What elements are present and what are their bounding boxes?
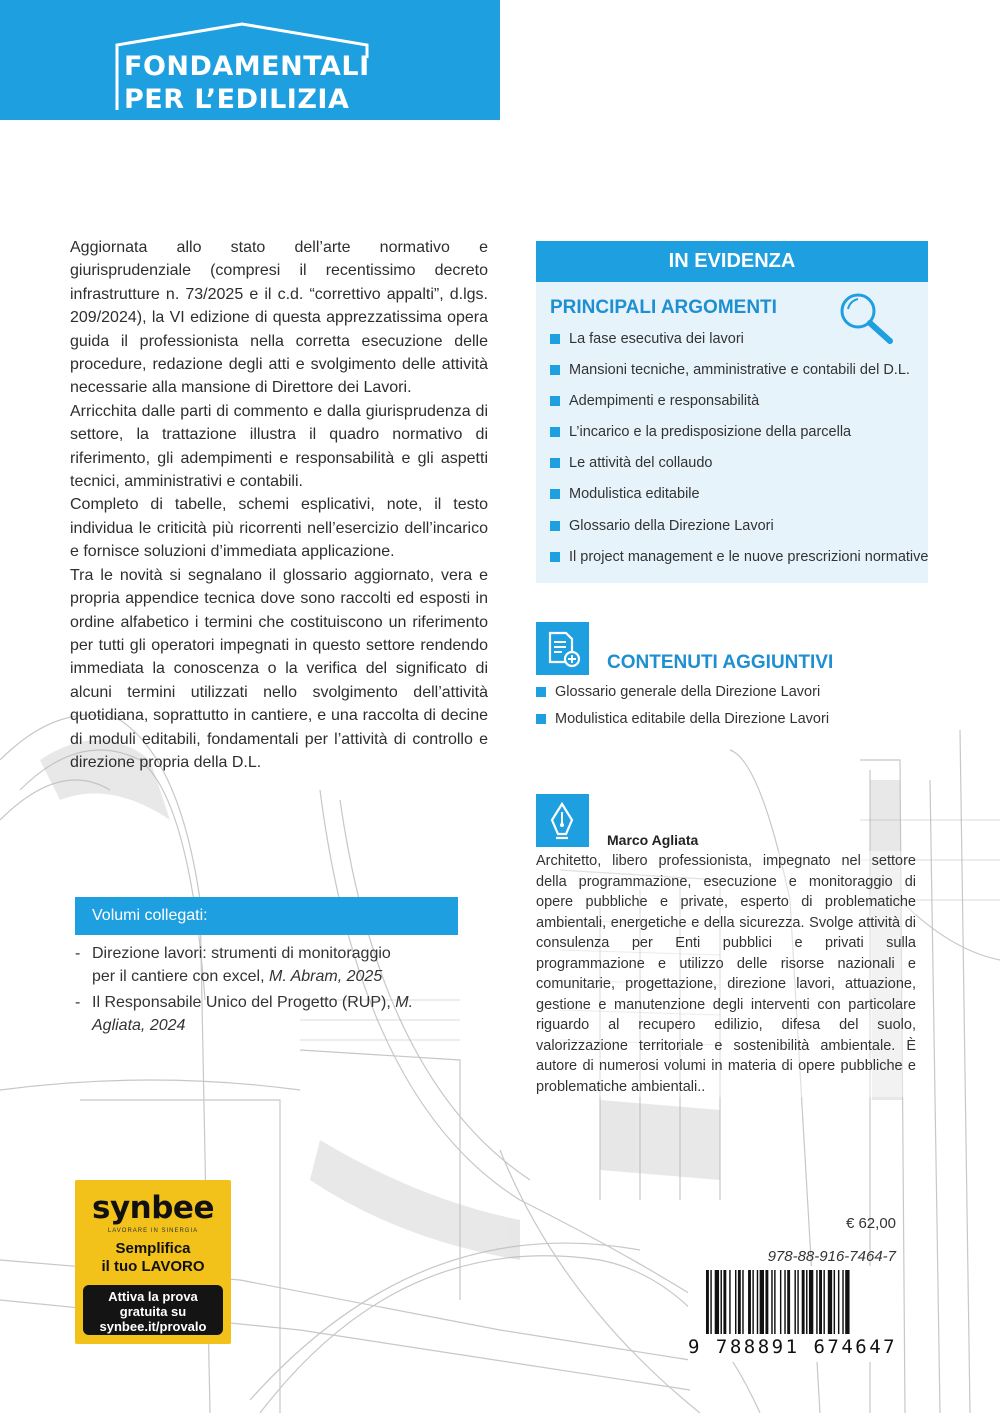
- barcode-bar: [819, 1270, 822, 1334]
- related-volume-author: M. Agliata, 2024: [92, 994, 414, 1034]
- barcode-bar: [809, 1270, 813, 1334]
- series-header: [0, 0, 500, 120]
- series-title-line1: FONDAMENTALI: [124, 51, 370, 82]
- related-volumes-list: [75, 942, 415, 1040]
- list-item: [550, 486, 928, 517]
- barcode-bar: [723, 1270, 726, 1334]
- barcode-bar: [706, 1270, 709, 1334]
- additional-contents-title: CONTENUTI AGGIUNTIVI: [607, 652, 834, 673]
- barcode-bar: [797, 1270, 798, 1334]
- main-topics-title: PRINCIPALI ARGOMENTI: [550, 297, 777, 318]
- synbee-headline-text: il tuo: [101, 1258, 142, 1275]
- square-bullet-icon: [550, 458, 560, 468]
- square-bullet-icon: [536, 687, 546, 697]
- synbee-headline-line2: [75, 1258, 231, 1276]
- synbee-cta-line1: Attiva la prova: [108, 1289, 198, 1304]
- dash-bullet: -: [75, 945, 81, 962]
- list-item: [75, 991, 415, 1037]
- related-volume-author: M. Abram, 2025: [268, 968, 383, 985]
- synbee-logo: synbee: [92, 1190, 214, 1226]
- barcode-bars: [688, 1266, 898, 1336]
- series-title-line2: PER L’EDILIZIA: [124, 84, 350, 115]
- list-item: [550, 424, 928, 455]
- square-bullet-icon: [550, 552, 560, 562]
- list-item: [550, 331, 928, 362]
- related-volume-title: Il Responsabile Unico del Progetto (RUP),: [92, 994, 391, 1011]
- list-item: [550, 393, 928, 424]
- barcode-bar: [828, 1270, 832, 1334]
- barcode-bar: [742, 1270, 743, 1334]
- square-bullet-icon: [550, 365, 560, 375]
- barcode-bar: [780, 1270, 781, 1334]
- barcode-bar: [715, 1270, 719, 1334]
- barcode-bar: [834, 1270, 835, 1334]
- square-bullet-icon: [536, 714, 546, 724]
- additional-content-label: Modulistica editabile della Direzione Lavori: [555, 711, 830, 727]
- highlights-panel: [536, 241, 928, 583]
- author-bio: Architetto, libero professionista, impegnato nel settore della programmazione, esecuzione e monitoraggio di opere pubbliche e private, esperto di problematiche ambientali, energetiche e della sicurezza. Svolge attività di consulenza per Enti pubblici e privati sulla programmazione e utilizzo delle risorse nazionali e comunitarie, progettazione, direzione lavori, attuazione, gestione e manutenzione degli interventi con particolare riguardo al recupero edilizio, difesa del suolo, valorizzazione territoriale e sostenibilità ambientale. È autore di numerosi volumi in materia di opere pubbliche e problematiche ambientali..: [536, 851, 916, 1097]
- barcode-bar: [748, 1270, 751, 1334]
- highlights-title: IN EVIDENZA: [536, 241, 928, 282]
- topic-label: La fase esecutiva dei lavori: [569, 331, 744, 347]
- barcode-bar: [757, 1270, 758, 1334]
- book-description: [70, 236, 488, 774]
- series-title: [124, 50, 370, 116]
- description-paragraph: Aggiornata allo stato dell’arte normativo e giurisprudenziale (compresi il recentissimo decreto infrastrutture n. 73/2025 e il c.d. “correttivo appalti”, d.lgs. 209/2024), la VI edizione di questa apprezzatissima opera guida il professionista nella corretta esecuzione delle procedure, redazione degli atti e svolgimento delle attività necessarie alla mansione di Direttore dei Lavori.: [70, 239, 488, 397]
- barcode-bar: [842, 1270, 843, 1334]
- barcode-bar: [735, 1270, 736, 1334]
- description-paragraph: Arricchita dalle parti di commento e dalla giurisprudenza di settore, la trattazione illustra il quadro normativo di riferimento, gli adempimenti e responsabilità e gli aspetti tecnici, amministrativi e contabili.: [70, 402, 488, 491]
- square-bullet-icon: [550, 427, 560, 437]
- author-name: Marco Agliata: [607, 832, 699, 848]
- list-item: [536, 711, 829, 738]
- main-topics-list: [550, 331, 928, 580]
- topic-label: Adempimenti e responsabilità: [569, 393, 760, 410]
- price: € 62,00: [845, 1215, 896, 1232]
- synbee-headline-line1: Semplifica: [115, 1240, 191, 1257]
- description-paragraph: Tra le novità si segnalano il glossario aggiornato, vera e propria appendice tecnica dove sono raccolti ed esposti in ordine alfabetico i termini che costituiscono un riferimento per tutti gli operatori impegnati in questo settore rendendo immediata la conoscenza o la verifica del significato di alcuni termini utilizzati nello svolgimento dell’attività quotidiana, soprattutto in cantiere, e una raccolta di decine di moduli editabili, fondamentali per l’attività di controllo e direzione propria della D.L.: [70, 566, 488, 771]
- synbee-cta[interactable]: [83, 1285, 223, 1335]
- dash-bullet: -: [75, 994, 81, 1011]
- additional-contents-list: [536, 684, 829, 738]
- synbee-cta-link[interactable]: synbee.it/provalo: [99, 1319, 207, 1334]
- list-item: [536, 684, 829, 711]
- barcode-bar: [710, 1270, 711, 1334]
- description-paragraph: Completo di tabelle, schemi esplicativi, note, il testo individua le criticità più ricorrenti nell’esercizio dell’incarico e fornisce soluzioni d’immediata applicazione.: [70, 496, 488, 561]
- list-item: [75, 942, 415, 988]
- barcode-bar: [729, 1270, 730, 1334]
- barcode-bar: [765, 1270, 768, 1334]
- barcode-bar: [806, 1270, 807, 1334]
- fountain-pen-icon: [536, 794, 589, 847]
- barcode-bar: [771, 1270, 772, 1334]
- document-add-icon: [536, 622, 589, 675]
- list-item: [550, 362, 928, 393]
- list-item: [550, 518, 928, 549]
- barcode-bar: [838, 1270, 839, 1334]
- topic-label: Modulistica editabile: [569, 486, 700, 503]
- barcode-bar: [760, 1270, 764, 1334]
- topic-label: L’incarico e la predisposizione della parcella: [569, 424, 852, 441]
- barcode-bar: [738, 1270, 741, 1334]
- barcode-bar: [774, 1270, 775, 1334]
- topic-label: Le attività del collaudo: [569, 455, 713, 472]
- additional-content-label: Glossario generale della Direzione Lavori: [555, 684, 821, 700]
- square-bullet-icon: [550, 396, 560, 406]
- list-item: [550, 549, 928, 580]
- barcode: [688, 1266, 898, 1362]
- barcode-bar: [823, 1270, 824, 1334]
- barcode-bar: [845, 1270, 849, 1334]
- barcode-bar: [794, 1270, 795, 1334]
- isbn: 978-88-916-7464-7: [767, 1248, 896, 1265]
- barcode-bar: [721, 1270, 722, 1334]
- barcode-bar: [816, 1270, 817, 1334]
- square-bullet-icon: [550, 489, 560, 499]
- barcode-bar: [802, 1270, 805, 1334]
- topic-label: Mansioni tecniche, amministrative e contabili del D.L.: [569, 362, 910, 379]
- barcode-bar: [787, 1270, 790, 1334]
- square-bullet-icon: [550, 334, 560, 344]
- barcode-bar: [752, 1270, 753, 1334]
- topic-label: Il project management e le nuove prescrizioni normative: [569, 548, 929, 565]
- synbee-cta-line2: gratuita su: [119, 1304, 187, 1319]
- barcode-bar: [784, 1270, 785, 1334]
- synbee-advert[interactable]: [75, 1180, 231, 1344]
- topic-label: Glossario della Direzione Lavori: [569, 517, 774, 534]
- synbee-tagline: LAVORARE IN SINERGIA: [107, 1228, 199, 1234]
- related-volume-title: Direzione lavori: strumenti di monitoraggio per il cantiere con excel,: [92, 945, 391, 985]
- square-bullet-icon: [550, 521, 560, 531]
- related-volumes-title: Volumi collegati:: [75, 897, 458, 935]
- synbee-headline-emphasis: LAVORO: [141, 1258, 205, 1275]
- list-item: [550, 455, 928, 486]
- barcode-digits: 9 788891 674647: [688, 1336, 898, 1358]
